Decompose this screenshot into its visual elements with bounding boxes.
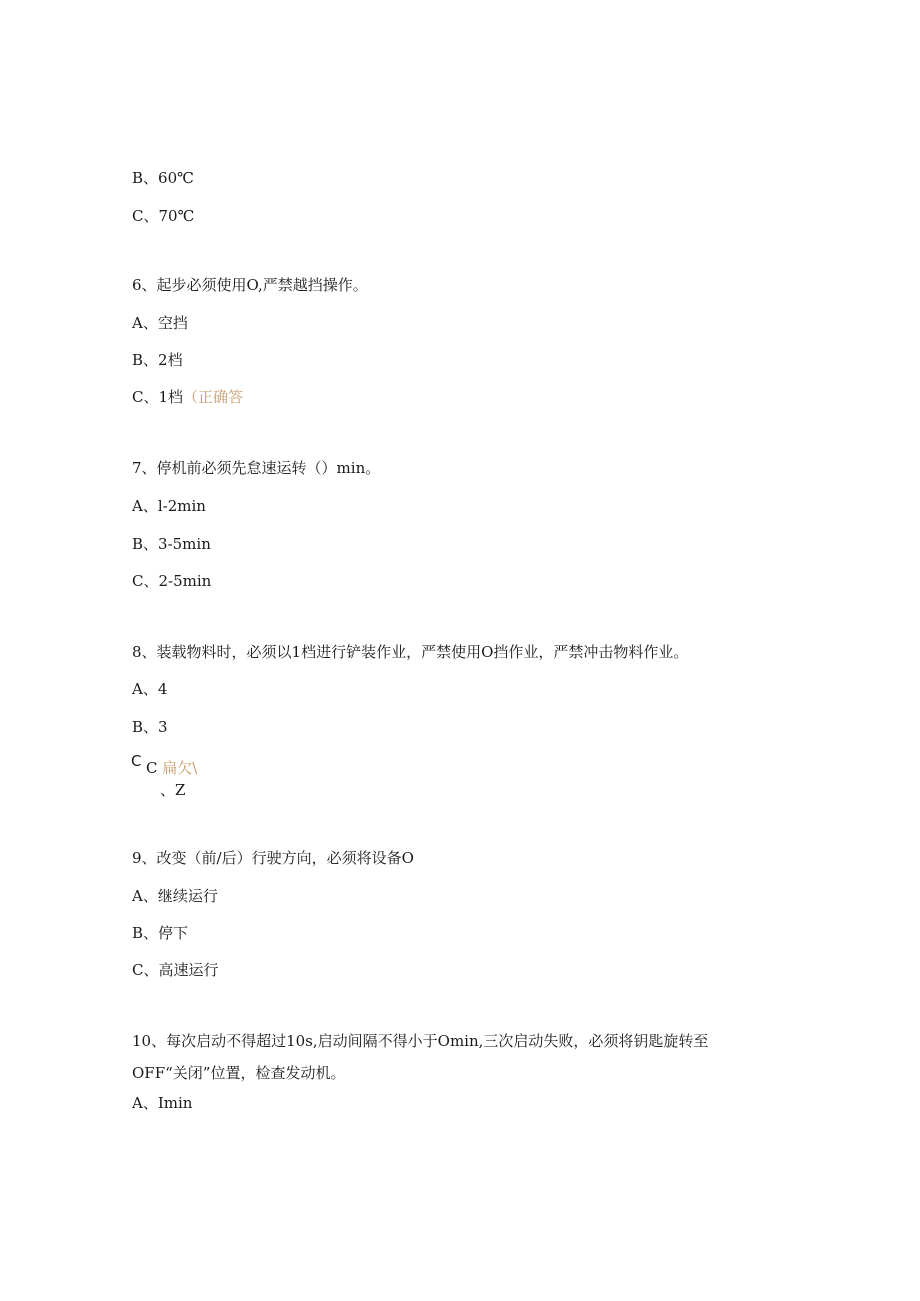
q8-option-c-text: C bbox=[146, 759, 158, 777]
q9-question: 9、改变（前/后）行驶方向，必须将设备O bbox=[132, 849, 414, 867]
q8-option-c-tail: 、Z bbox=[160, 781, 186, 799]
q10-question-line2: OFF“关闭”位置，检查发动机。 bbox=[132, 1064, 346, 1082]
q7-option-a: A、l-2min bbox=[132, 497, 206, 515]
q7-option-c: C、2-5min bbox=[132, 572, 212, 590]
q6-option-b: B、2档 bbox=[132, 351, 183, 369]
q10-option-a: A、Imin bbox=[132, 1094, 193, 1112]
q8-option-b: B、3 bbox=[132, 718, 168, 736]
q6-option-c-text: C、1档 bbox=[132, 388, 184, 406]
q8-option-c bbox=[146, 758, 197, 778]
q7-question: 7、停机前必须先怠速运转（）min。 bbox=[132, 459, 381, 477]
q8-option-a: A、4 bbox=[132, 680, 168, 698]
q9-option-c: C、高速运行 bbox=[132, 961, 219, 979]
q6-answer-mark: （正确答 bbox=[183, 388, 244, 406]
q6-question: 6、起步必须使用O,严禁越挡操作。 bbox=[132, 276, 368, 294]
q8-answer-mark: 扁欠\ bbox=[162, 759, 198, 777]
q7-option-b: B、3-5min bbox=[132, 535, 211, 553]
q6-option-c bbox=[132, 387, 243, 407]
q8-option-c-glyph: C bbox=[131, 752, 142, 770]
q5-option-c: C、70℃ bbox=[132, 207, 195, 225]
q9-option-a: A、继续运行 bbox=[132, 887, 218, 905]
q9-option-b: B、停下 bbox=[132, 924, 189, 942]
q8-question: 8、装载物料时，必须以1档进行铲装作业，严禁使用O挡作业，严禁冲击物料作业。 bbox=[132, 643, 689, 661]
q5-option-b: B、60℃ bbox=[132, 169, 194, 187]
q10-question-line1: 10、每次启动不得超过10s,启动间隔不得小于Omin,三次启动失败，必须将钥匙旋转至 bbox=[132, 1032, 709, 1050]
q6-option-a: A、空挡 bbox=[132, 314, 188, 332]
